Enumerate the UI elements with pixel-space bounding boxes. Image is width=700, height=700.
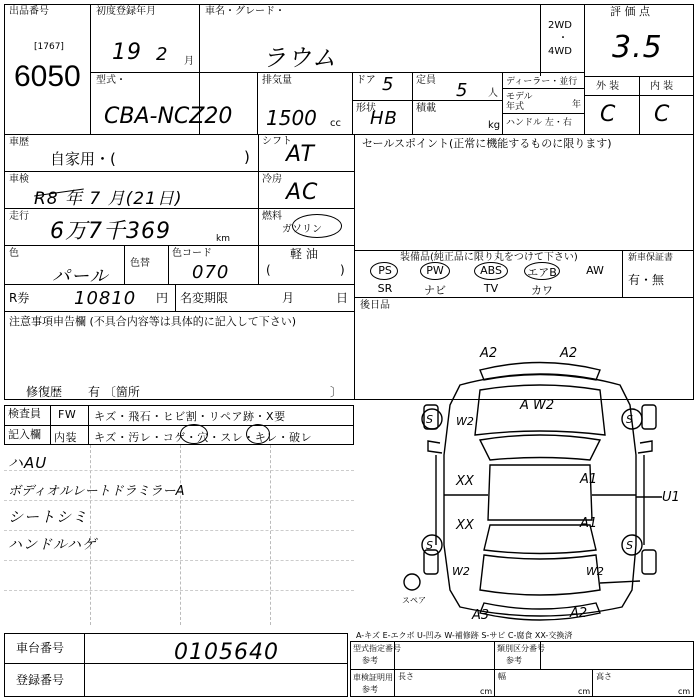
drive-2wd: 2WD: [548, 20, 572, 31]
equip-pw-circle: [420, 262, 450, 280]
history-close: ): [244, 148, 250, 166]
mark-rear-left-quarter: W2: [452, 565, 470, 578]
int-text: キズ・汚レ・コゲ・穴・スレ・キレ・破レ: [94, 431, 313, 444]
reg-year: 19: [112, 40, 142, 65]
shift-value: AT: [286, 142, 315, 167]
cap-unit: 人: [488, 88, 498, 99]
equip-airbag: エアB: [527, 266, 557, 279]
color-label: 色: [9, 248, 19, 259]
new-warranty-label: 新車保証書: [628, 253, 674, 263]
equip-ps-circle: [370, 262, 398, 280]
drive-dot: ・: [558, 33, 568, 44]
fuel-gas-circle: [292, 214, 342, 238]
mileage-unit: km: [216, 234, 230, 244]
equip-ps: PS: [378, 264, 392, 277]
name-change-label: 名変期限: [180, 291, 229, 305]
recycle-unit: 円: [156, 291, 169, 305]
score-label: 評 価 点: [610, 5, 650, 18]
mark-right-front-door: A1: [580, 472, 598, 487]
notes-label: 注意事項申告欄 (不具合内容等は具体的に記入して下さい): [9, 315, 297, 328]
sales-label: セールスポイント(正常に機能するものに限ります): [362, 137, 612, 150]
height-unit: cm: [678, 687, 691, 696]
equip-pw: PW: [426, 264, 444, 277]
equip-leather: カワ: [531, 284, 553, 297]
repair-label: 修復歴: [26, 385, 63, 399]
fuel-paren-close: ): [340, 263, 345, 277]
after-label: 後日品: [360, 300, 390, 311]
color-value: パール: [52, 266, 109, 287]
note-1: ハAU: [8, 454, 48, 472]
color-code-value: 070: [192, 262, 230, 283]
type-cert-ref: 参考: [362, 656, 378, 665]
mark-front-left-wheel: S: [426, 413, 433, 426]
name-change-month: 月: [282, 291, 295, 305]
mark-rear-right-quarter: W2: [586, 565, 604, 578]
mark-right-rear-door: A1: [580, 516, 598, 531]
mark-left-front-door: XX: [456, 474, 474, 489]
equip-navi: ナビ: [424, 284, 446, 297]
cert-ref: 参考: [362, 685, 378, 694]
type-class-ref: 参考: [506, 656, 522, 665]
mark-rear-bumper-left: A3: [472, 608, 490, 623]
int-stain-circle: [180, 424, 208, 444]
spare-label: スペア: [402, 596, 426, 605]
equip-airbag-circle: [524, 262, 560, 280]
model-name: ラウム: [262, 44, 337, 72]
score-value: 3.5: [612, 30, 663, 65]
mark-front-bumper-left: A2: [480, 346, 498, 361]
ac-value: AC: [286, 180, 319, 205]
repair-value: 有 〔箇所: [88, 385, 140, 399]
int-label: 内装: [54, 431, 77, 444]
inspector-label2: 記入欄: [8, 428, 41, 441]
fuel-paren-open: (: [266, 263, 271, 277]
model-year-label: モデル年式: [506, 92, 533, 112]
exterior-grade: C: [600, 102, 617, 127]
lot-number: 6050: [14, 60, 81, 93]
equip-abs: ABS: [480, 264, 502, 277]
ac-label: 冷房: [262, 174, 282, 185]
disp-label: 排気量: [262, 75, 292, 86]
length-label: 長さ: [398, 672, 414, 681]
recycle-label: R券: [9, 291, 30, 305]
history-value: 自家用・(: [50, 150, 116, 168]
reg-month: 2: [156, 44, 169, 65]
inspector-label1: 検査員: [8, 407, 41, 420]
dealer-label: ディーラー・並行: [506, 77, 578, 87]
mileage-label: 走行: [9, 211, 29, 222]
door-label: ドア: [356, 75, 376, 86]
fuel-gas: ガソリン: [282, 224, 322, 235]
recycle-value: 10810: [74, 288, 137, 309]
shape-label: 形状: [356, 103, 376, 114]
width-label: 幅: [498, 672, 506, 681]
equip-aw: AW: [586, 264, 604, 277]
reg-label: 初度登録年月: [96, 6, 156, 17]
height-label: 高さ: [596, 672, 612, 681]
plate-label: 登録番号: [16, 673, 65, 687]
name-change-day: 日: [336, 291, 349, 305]
width-unit: cm: [578, 687, 591, 696]
note-2: ボディオルレートドラミラーA: [8, 484, 185, 499]
disp-value: 1500: [266, 106, 317, 130]
mark-rear-right-wheel: S: [626, 539, 633, 552]
type-value: CBA-NCZ20: [104, 104, 233, 129]
chassis-label: 車台番号: [16, 641, 65, 655]
mark-left-rear-door: XX: [456, 518, 474, 533]
inspect-label: 車検: [9, 174, 29, 185]
equip-sr: SR: [377, 282, 393, 295]
drive-4wd: 4WD: [548, 46, 572, 57]
fw-label: FW: [58, 408, 77, 421]
new-warranty-value: 有・無: [628, 273, 665, 287]
car-diagram: [400, 345, 690, 630]
fw-text: キズ・飛石・ヒビ割・リペア跡・X要: [94, 410, 286, 423]
lot-sub: [1767]: [34, 42, 64, 52]
load-label: 積載: [416, 103, 436, 114]
mark-front-bumper-right: A2: [560, 346, 578, 361]
equip-tv: TV: [483, 282, 499, 295]
cert-label: 車検証明用: [353, 673, 393, 682]
mark-right-side: U1: [662, 490, 680, 505]
mark-front-left-fender: W2: [456, 415, 474, 428]
cap-label: 定員: [416, 75, 436, 86]
interior-grade: C: [654, 102, 671, 127]
door-value: 5: [382, 74, 395, 95]
type-class-label: 類別区分番号: [497, 644, 545, 653]
type-label: 型式・: [96, 75, 126, 86]
legend-text: A-キズ E-エクボ U-凹み W-補修跡 S-サビ C-腐食 XX-交換済: [356, 631, 573, 640]
mileage-value: 6万7千369: [50, 219, 171, 244]
load-unit: kg: [488, 120, 501, 131]
type-cert-label: 型式指定番号: [353, 644, 401, 653]
disp-unit: cc: [330, 118, 341, 129]
length-unit: cm: [480, 687, 493, 696]
mark-front-right-wheel: S: [626, 413, 633, 426]
fuel-label: 燃料: [262, 211, 282, 222]
inspect-value: R8 年 7 月(21日): [34, 189, 183, 209]
reg-month-unit: 月: [184, 56, 194, 67]
mark-hood: A W2: [520, 398, 555, 413]
cap-value: 5: [456, 80, 469, 101]
repair-close: 〕: [330, 385, 343, 399]
model-year-unit: 年: [572, 100, 582, 110]
handle-label: ハンドル 左・右: [506, 118, 572, 128]
int-scuff-circle: [246, 424, 270, 444]
lot-label: 出品番号: [9, 6, 49, 17]
note-4: ハンドルハゲ: [8, 537, 98, 553]
model-label: 車名・グレード・: [205, 6, 285, 17]
note-3: シートシミ: [8, 508, 89, 526]
history-label: 車歴: [9, 137, 29, 148]
color-code-label: 色コード: [172, 248, 212, 259]
color-change-label: 色替: [130, 258, 150, 269]
shape-value: HB: [370, 108, 398, 129]
equipment-title: 装備品(純正品に限り丸をつけて下さい): [400, 252, 578, 263]
mark-rear-left-wheel: S: [426, 539, 433, 552]
chassis-value: 0105640: [174, 640, 279, 665]
mark-rear-bumper-right: A2: [570, 606, 588, 621]
fuel-diesel: 軽 油: [290, 247, 318, 261]
interior-label: 内 装: [650, 81, 674, 92]
exterior-label: 外 装: [596, 81, 620, 92]
shift-label: シフト: [262, 136, 292, 147]
equip-abs-circle: [474, 262, 508, 280]
